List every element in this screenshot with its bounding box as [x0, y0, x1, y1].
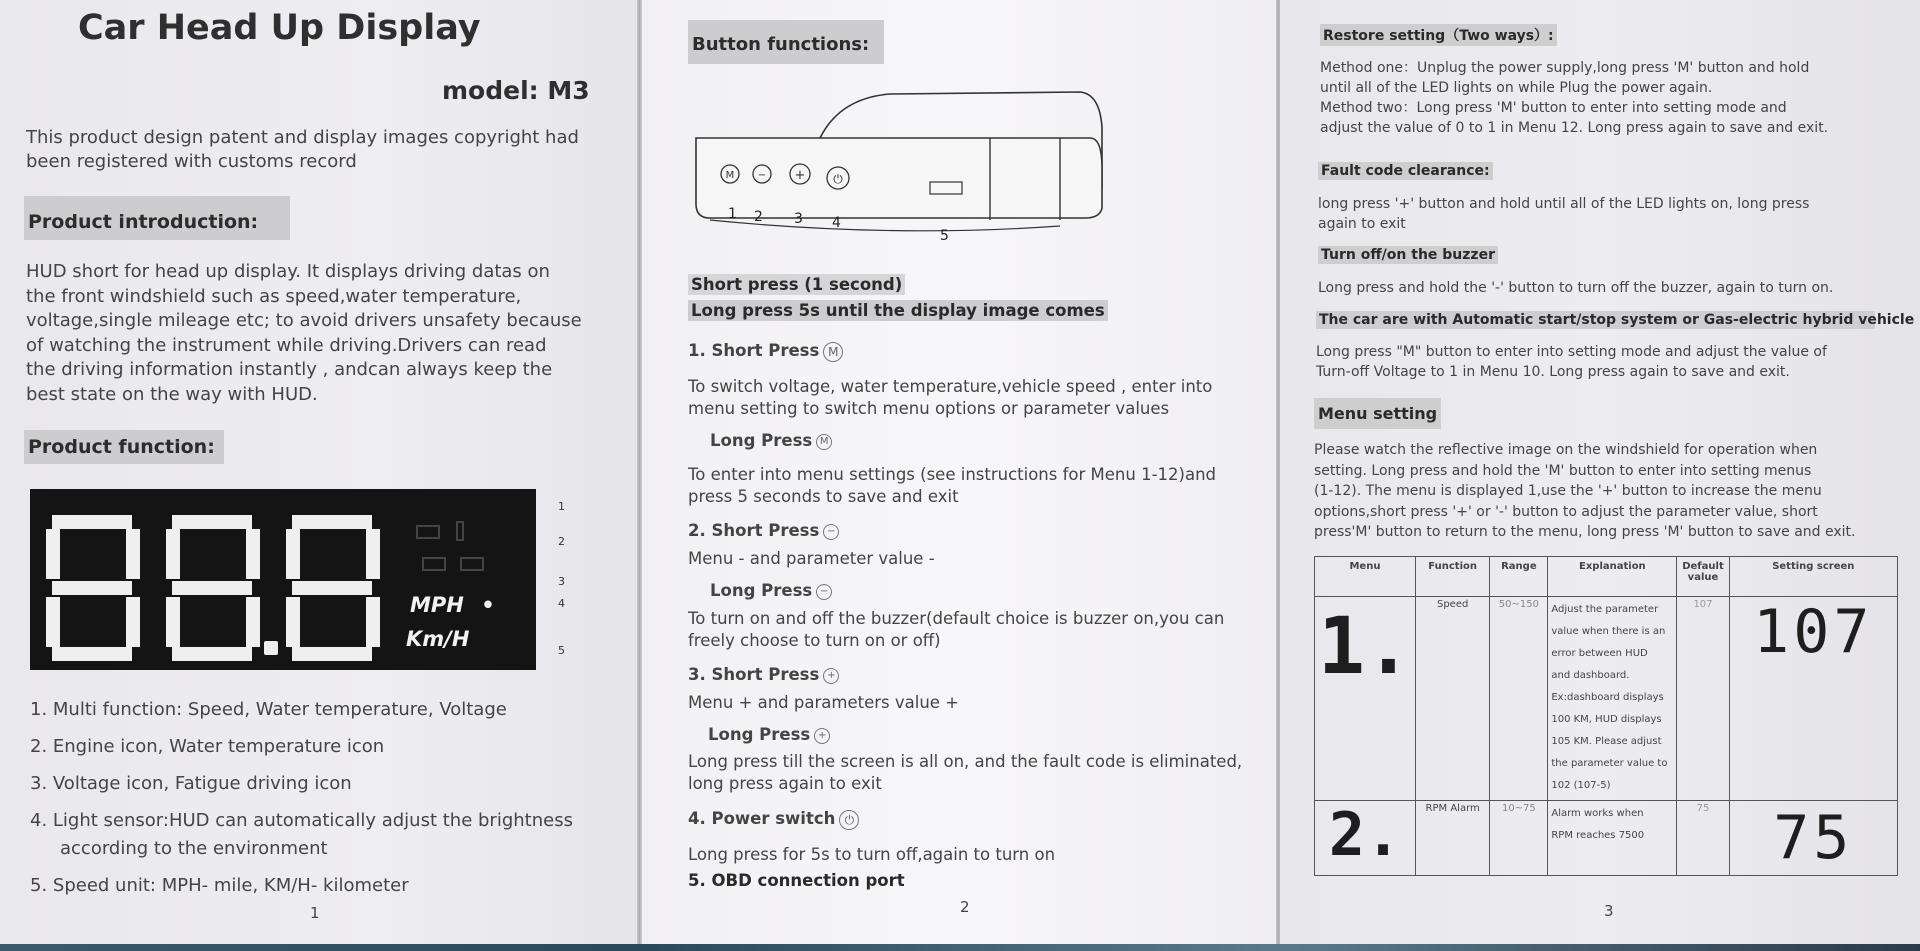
function-heading: Product function:	[24, 430, 224, 464]
long-press-note: Long press 5s until the display image comes	[688, 300, 1108, 321]
buzzer-heading: Turn off/on the buzzer	[1318, 246, 1498, 264]
hud-callout-5: 5	[558, 644, 565, 657]
plus-button-icon: +	[814, 728, 830, 744]
table-header: Default value	[1677, 557, 1729, 597]
plus-button-icon: +	[823, 668, 839, 684]
hud-display-image	[30, 489, 536, 670]
fault-text: long press '+' button and hold until all of the LED lights on, long press again to exit	[1318, 196, 1810, 232]
obd-port-label: 5. OBD connection port	[688, 871, 905, 890]
item-1-short-press: 1. Short Press M	[688, 340, 843, 362]
item-3-text: Menu + and parameters value +	[688, 693, 959, 712]
function-cell: Speed	[1415, 597, 1489, 801]
default-value-cell: 75	[1677, 801, 1729, 876]
diagram-button-plus: +	[794, 168, 806, 183]
intro-text: HUD short for head up display. It displays driving datas on the front windshield such as speed,water temperature, voltage,single mileage etc; to avoid drivers unsafety because of watching the instrument while driving.Drivers can read the driving information instantly , andcan always keep the best state on the way with HUD.	[26, 261, 582, 405]
item-1-long-text: To enter into menu settings (see instructions for Menu 1-12)and press 5 seconds to save and exit	[688, 465, 1217, 506]
menu-number: 1.	[1315, 597, 1416, 801]
setting-screen-cell: 107	[1729, 597, 1897, 801]
model-label: model: M3	[442, 76, 590, 105]
item-1-text: To switch voltage, water temperature,vehicle speed , enter into menu setting to switch menu options or parameter values	[688, 377, 1213, 418]
range-cell: 10~75	[1490, 801, 1548, 876]
item-2-long-press: Long Press −	[710, 580, 832, 602]
hud-callout-3: 3	[558, 575, 565, 588]
diagram-number-5: 5	[940, 228, 949, 244]
table-header: Range	[1490, 557, 1548, 597]
explanation-cell: Alarm works when RPM reaches 7500	[1548, 801, 1677, 876]
hud-callout-1: 1	[558, 500, 565, 513]
copyright-notice: This product design patent and display images copyright had been registered with customs record	[26, 127, 579, 172]
menu-setting-text: Please watch the reflective image on the windshield for operation when setting. Long press and hold the 'M' button to enter into setting menus (1-12). The menu is displayed 1,use the '+' button to increase the menu options,short press '+' or '-' button to adjust the parameter value, short press'M' button to return to the menu, long press 'M' button to save and exit.	[1314, 442, 1856, 540]
item-2-short-press: 2. Short Press −	[688, 520, 839, 542]
restore-text: Method one：Unplug the power supply,long press 'M' button and hold until all of the LED lights on while Plug the power again. Method two：Long press 'M' button to enter into setting mode and adjust the value of 0 to 1 in Menu 12. Long press again to save and exit.	[1320, 60, 1829, 136]
mph-label: MPH •	[410, 593, 495, 617]
page-number: 2	[960, 898, 970, 916]
minus-button-icon: −	[823, 524, 839, 540]
table-row	[1315, 597, 1898, 801]
buzzer-text: Long press and hold the '-' button to turn off the buzzer, again to turn on.	[1318, 280, 1834, 296]
diagram-button-minus: −	[757, 170, 767, 181]
intro-heading: Product introduction:	[24, 196, 290, 240]
function-cell: RPM Alarm	[1415, 801, 1489, 876]
menu-number: 2.	[1315, 801, 1416, 876]
table-header: Setting screen	[1729, 557, 1897, 597]
table-header: Menu	[1315, 557, 1416, 597]
fatigue-icon	[460, 557, 484, 571]
battery-icon	[422, 557, 446, 571]
item-3-long-text: Long press till the screen is all on, and the fault code is eliminated, long press again to exit	[688, 752, 1243, 793]
document-title: Car Head Up Display	[78, 8, 481, 48]
item-2-long-text: To turn on and off the buzzer(default choice is buzzer on,you can freely choose to turn on or off)	[688, 609, 1225, 650]
page-1	[0, 0, 638, 951]
item-1-long-press: Long Press M	[710, 430, 832, 452]
table-row	[1315, 801, 1898, 876]
engine-icon	[416, 525, 440, 539]
m-button-icon: M	[816, 434, 832, 450]
diagram-number-4: 4	[832, 215, 841, 231]
item-3-long-press: Long Press +	[708, 724, 830, 746]
table-header-row	[1315, 557, 1898, 597]
m-button-icon: M	[823, 342, 843, 362]
setting-screen-cell: 75	[1729, 801, 1897, 876]
diagram-button-m: M	[725, 170, 735, 181]
auto-start-stop-text: Long press "M" button to enter into setting mode and adjust the value of Turn-off Voltage to 1 in Menu 10. Long press again to save and exit.	[1316, 344, 1827, 380]
power-button-icon: ⏻	[839, 810, 859, 830]
short-press-note: Short press (1 second)	[688, 274, 905, 295]
diagram-number-1: 1	[728, 206, 737, 222]
menu-setting-heading: Menu setting	[1314, 398, 1441, 429]
default-value-cell: 107	[1677, 597, 1729, 801]
restore-heading: Restore setting（Two ways）:	[1320, 24, 1557, 46]
range-cell: 50~150	[1490, 597, 1548, 801]
item-4-text: Long press for 5s to turn off,again to turn on	[688, 845, 1056, 864]
page-2	[642, 0, 1276, 951]
page-number: 3	[1604, 902, 1614, 920]
diagram-number-2: 2	[754, 209, 763, 225]
water-temperature-icon	[456, 521, 464, 541]
kmh-label: Km/H	[406, 627, 470, 651]
menu-settings-table	[1314, 556, 1898, 876]
function-list: 1. Multi function: Speed, Water temperature, Voltage 2. Engine icon, Water temperature icon 3. Voltage icon, Fatigue driving icon 4. Light sensor:HUD can automatically adjust the brightness according to the environment 5. Speed unit: MPH- mile, KM/H- kilometer	[30, 699, 573, 896]
diagram-number-3: 3	[794, 211, 803, 227]
page-number: 1	[310, 904, 320, 922]
table-header: Function	[1415, 557, 1489, 597]
item-3-short-press: 3. Short Press +	[688, 664, 839, 686]
button-functions-heading: Button functions:	[688, 20, 884, 64]
diagram-button-power: ⏻	[833, 172, 843, 186]
minus-button-icon: −	[816, 584, 832, 600]
fault-heading: Fault code clearance:	[1318, 162, 1493, 180]
explanation-cell: Adjust the parameter value when there is an error between HUD and dashboard. Ex:dashboard displays 100 KM, HUD displays 105 KM. Please adjust the parameter value to 102 (107-5)	[1548, 597, 1677, 801]
hud-callout-2: 2	[558, 535, 565, 548]
auto-start-stop-heading: The car are with Automatic start/stop system or Gas-electric hybrid vehicle	[1316, 311, 1875, 329]
item-2-text: Menu - and parameter value -	[688, 549, 935, 568]
table-header: Explanation	[1548, 557, 1677, 597]
device-diagram	[690, 88, 1160, 248]
hud-callout-4: 4	[558, 597, 565, 610]
item-4-power-switch: 4. Power switch ⏻	[688, 808, 859, 830]
